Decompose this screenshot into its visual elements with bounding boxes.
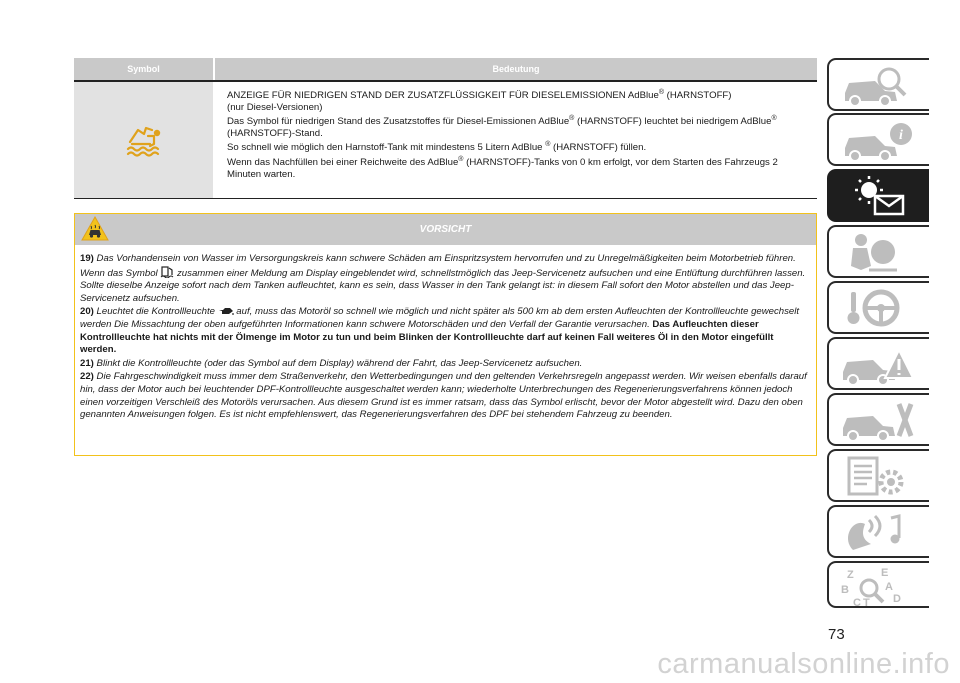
index-letter: T [863, 597, 870, 608]
caution-item-number: 20) [80, 306, 94, 318]
registered-mark: ® [658, 88, 664, 96]
airbag-passenger-icon [839, 230, 919, 275]
p3-text-end: (HARNSTOFF)-Tanks von 0 km erfolgt, vor dem Starten des Fahrzeugs 2 Minuten warten. [227, 156, 778, 180]
registered-mark: ® [545, 141, 551, 149]
chapter-tab-instrument-panel[interactable] [827, 113, 929, 166]
caution-item [80, 306, 810, 356]
caution-item-text-end: zusammen einer Meldung am Display eingeblendet wird, schnellstmöglich das Jeep-Servicenetz aufsuchen und eine Entlüftung durchführen lassen. Sollte dieselbe Anzeige sofort nach dem Tanken aufleuchtet, kann es sein, dass Wasser in den Tank gelangt ist: in diesem Fall sofort den Motor abstellen und das Jeep-Servicenetz aufsuchen. [80, 267, 806, 304]
caution-item [80, 253, 810, 305]
caution-header [75, 214, 816, 245]
index-letter: E [881, 567, 889, 579]
meaning-paragraph-2 [227, 142, 807, 154]
table-header [74, 58, 817, 80]
row-title-suffix: (HARNSTOFF) [663, 90, 732, 101]
caution-item-number: 21) [80, 357, 94, 369]
chapter-tab-getting-to-know[interactable] [827, 58, 929, 111]
water-in-fuel-icon [160, 266, 174, 278]
caution-item-text-mid: auf, muss das Motoröl so schnell wie möglich und nicht später als 500 km ab dem ersten Aufleuchten der Kontrollleuchte gewechselt werden Die Missachtung der oben aufgeführten Informationen kann schwere Motorschäden und den Verfall der Garantie verursachen. [80, 306, 800, 330]
car-service-tools-icon [839, 398, 919, 443]
registered-mark: ® [771, 115, 777, 122]
index-letter: D [893, 593, 901, 605]
chapter-tab-warning-lights[interactable] [827, 169, 929, 222]
p1-text: Das Symbol für niedrigen Stand des Zusatzstoffes für Diesel-Emissionen AdBlue [227, 116, 570, 128]
chapter-tab-servicing-maintenance[interactable] [827, 393, 929, 446]
p2-text-end: (HARNSTOFF) füllen. [550, 142, 647, 154]
car-info-icon [839, 118, 919, 163]
caution-item-text: Die Fahrgeschwindigkeit muss immer dem Straßenverkehr, den Wetterbedingungen und den geltenden Verkehrsregeln angepasst werden. Wir weisen ebenfalls darauf hin, dass der Motor auch bei leuchtender DPF-Kontrollleuchte ausgeschaltet werden kann; wiederholte Unterbrechungen des Regenerierungsverfahrens können jedoch einen vorzeitigen Verschleiß des Motoröls verursachen. Aus diesem Grund ist es immer ratsam, dass das Symbol erlischt, bevor der Motor abgestellt wird. Dazu den oben genannten Anweisungen folgen. Es ist nicht empfehlenswert, das Regenerierungsverfahren des DPF bei stehendem Fahrzeug zu beenden. [80, 371, 807, 421]
column-header-symbol: Symbol [74, 58, 215, 80]
meaning-paragraph-1 [227, 116, 807, 139]
p1-text-end: (HARNSTOFF)-Stand. [227, 127, 323, 139]
multimedia-icon [839, 510, 919, 555]
chapter-tab-technical-data[interactable] [827, 449, 929, 502]
table-row [74, 80, 817, 199]
index-letter: Z [847, 569, 854, 581]
oil-can-icon [218, 306, 234, 316]
index-letter: B [841, 584, 849, 596]
caution-box [74, 213, 817, 456]
adblue-low-level-warning-icon [124, 122, 164, 158]
svg-text:i: i [899, 128, 903, 143]
watermark: carmanualsonline.info [657, 648, 950, 680]
car-skid-warning-icon [81, 216, 109, 242]
caution-item-text: Das Vorhandensein von Wasser im Versorgungskreis kann schwere Schäden am Einspritzsystem hervorrufen und zu Unregelmäßigkeiten beim Motorbetrieb führen. Wenn das Symbol [80, 253, 796, 279]
chapter-tab-in-an-emergency[interactable] [827, 337, 929, 390]
symbol-table [74, 58, 817, 199]
index-letter: C [853, 597, 861, 608]
row-title-text: ANZEIGE FÜR NIEDRIGEN STAND DER ZUSATZFLÜSSIGKEIT FÜR DIESELEMISSIONEN AdBlue [227, 90, 659, 101]
p2-text: So schnell wie möglich den Harnstoff-Tank mit mindestens 5 Litern AdBlue [227, 142, 546, 154]
warning-light-message-icon [839, 174, 919, 219]
index-letter: A [885, 581, 893, 593]
meaning-cell [213, 82, 817, 198]
symbol-cell [74, 82, 213, 198]
chapter-tab-multimedia[interactable] [827, 505, 929, 558]
chapter-tab-starting-driving[interactable] [827, 281, 929, 334]
caution-item-number: 19) [80, 253, 94, 264]
car-search-icon [839, 63, 919, 108]
row-subtitle: (nur Diesel-Versionen) [227, 101, 323, 113]
page-number: 73 [828, 626, 845, 643]
chapter-tab-index[interactable] [827, 561, 929, 608]
caution-item-number: 22) [80, 371, 94, 383]
caution-item-text: Blinkt die Kontrollleuchte (oder das Symbol auf dem Display) während der Fahrt, das Jeep-Servicenetz aufsuchen. [96, 357, 583, 369]
registered-mark: ® [458, 155, 464, 163]
registered-mark: ® [569, 115, 575, 122]
car-crash-warning-icon [839, 342, 919, 387]
caution-item [80, 371, 810, 421]
caution-item-text: Leuchtet die Kontrollleuchte [96, 306, 218, 318]
caution-title: VORSICHT [419, 224, 472, 235]
alphabetical-index-icon [839, 566, 919, 608]
steering-wheel-key-icon [839, 286, 919, 331]
caution-item-bold-text: Das Aufleuchten dieser Kontrollleuchte hat nichts mit der Ölmenge im Motor zu tun und beim Blinken der Kontrollleuchte darf auf keinen Fall weiteres Öl in den Motor eingefüllt werden. [80, 318, 774, 356]
technical-data-icon [839, 454, 919, 499]
p3-text: Wenn das Nachfüllen bei einer Reichweite des AdBlue [227, 156, 459, 168]
caution-body [75, 245, 816, 422]
p1-text-mid: (HARNSTOFF) leuchtet bei niedrigem AdBlue [574, 116, 772, 128]
column-header-meaning: Bedeutung [492, 64, 540, 74]
chapter-tab-safety[interactable] [827, 225, 929, 278]
meaning-paragraph-3 [227, 157, 807, 180]
row-title [227, 90, 807, 113]
caution-item [80, 358, 810, 371]
